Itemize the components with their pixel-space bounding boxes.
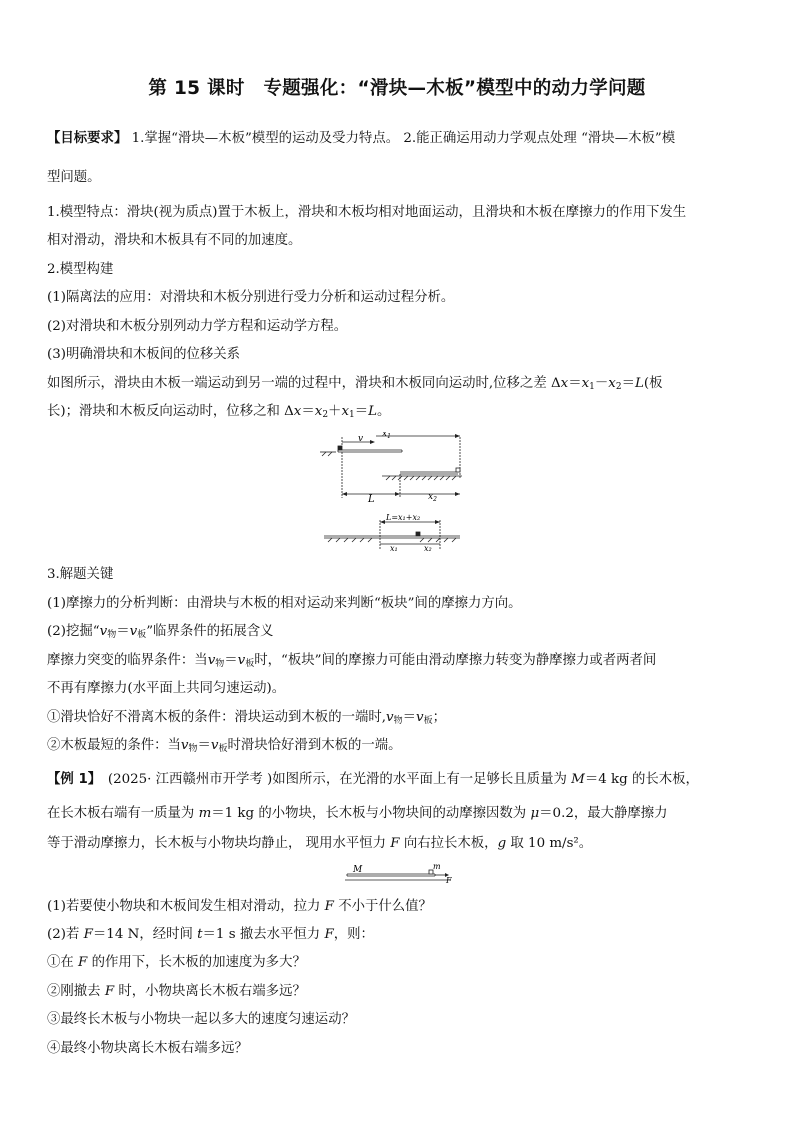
question-2-part-4: ④最终小物块离长木板右端多远？ — [47, 1041, 248, 1056]
s3-item-1: (1)摩擦力的分析判断：由滑块与木板的相对运动来判断“板块”间的摩擦力方向。 — [47, 596, 522, 611]
s3-cond-2: ②木板最短的条件：当$v_物=v_板$时滑块恰好滑到木板的一端。 — [47, 738, 402, 754]
s3-item-2: (2)挖掘“$v_物=v_板$”临界条件的拓展含义 — [47, 624, 274, 640]
page-title: 第 15 课时 专题强化：“滑块—木板”模型中的动力学问题 — [148, 78, 646, 99]
F-label: F — [446, 876, 452, 884]
example-tag: 【例 1】 — [47, 772, 95, 787]
board-bottom — [320, 452, 462, 498]
M-label: M — [353, 865, 363, 875]
eq-label: L=x₁+x₂ — [386, 513, 421, 522]
m-label: m — [433, 862, 441, 871]
s3-heading: 3.解题关键 — [47, 567, 114, 582]
L-label: L — [368, 494, 375, 505]
example-line-3: 等于滑动摩擦力，长木板与小物块均静止， 现用水平恒力 F 向右拉长木板，g 取 10 m/s²。 — [47, 836, 593, 851]
question-2-part-2: ②刚撤去 F 时，小物块离长木板右端多远？ — [47, 984, 306, 999]
s3-cond-1: ①滑块恰好不滑离木板的条件：滑块运动到木板的一端时$,v_物=v_板$； — [47, 710, 446, 726]
example-line-2: 在长木板右端有一质量为 m＝1 kg 的小物块，长木板与小物块间的动摩擦因数为 μ＝0.2，最大静摩擦力 — [47, 806, 668, 821]
goals-line-2: 型问题。 — [47, 170, 101, 185]
question-1: (1)若要使小物块和木板间发生相对滑动，拉力 F 不小于什么值？ — [47, 899, 432, 914]
goals-text-1: 1.掌握“滑块—木板”模型的运动及受力特点。 2.能正确运用动力学观点处理 “滑块—木板”模 — [127, 131, 676, 146]
s1-line-1: 1.模型特点：滑块(视为质点)置于木板上，滑块和木板均相对地面运动，且滑块和木板在摩擦力的作用下发生 — [47, 205, 687, 220]
x1-label: $x_1$ — [382, 432, 391, 440]
x2-label: $x_2$ — [428, 492, 437, 503]
s2-item-1: (1)隔离法的应用：对滑块和木板分别进行受力分析和运动过程分析。 — [47, 290, 455, 305]
v-label: v — [358, 434, 364, 444]
goals-line-1 — [47, 125, 752, 152]
x1b-label: x₁ — [390, 544, 398, 552]
s2-heading: 2.模型构建 — [47, 262, 114, 277]
question-2: (2)若 F＝14 N，经时间 t＝1 s 撤去水平恒力 F，则： — [47, 927, 374, 942]
board-top — [338, 434, 460, 478]
s2-text-1: 如图所示，滑块由木板一端运动到另一端的过程中，滑块和木板同向运动时,位移之差 $\Delta x=x_1-x_2=L$(板 — [47, 376, 663, 392]
s2-item-2: (2)对滑块和木板分别列动力学方程和运动学方程。 — [47, 319, 348, 334]
example-figure — [345, 862, 455, 884]
s3-crit-line-2: 不再有摩擦力(水平面上共同匀速运动)。 — [47, 681, 286, 696]
question-2-part-1: ①在 F 的作用下，长木板的加速度为多大？ — [47, 955, 306, 970]
s2-item-3: (3)明确滑块和木板间的位移关系 — [47, 347, 241, 362]
x2b-label: x₂ — [424, 544, 432, 552]
board-block-figure — [320, 432, 470, 552]
s3-crit-line-1: 摩擦力突变的临界条件：当$v_物=v_板$时，“板块”间的摩擦力可能由滑动摩擦力转变为静摩擦力或者两者间 — [47, 653, 657, 669]
s1-line-2: 相对滑动，滑块和木板具有不同的加速度。 — [47, 233, 302, 248]
example-line-1: 【例 1】 (2025· 江西赣州市开学考 )如图所示，在光滑的水平面上有一足够长且质量为 M＝4 kg 的长木板， — [47, 772, 699, 787]
s2-text-2: 长)；滑块和木板反向运动时，位移之和 $\Delta x=x_2+x_1=L$。 — [47, 404, 391, 420]
goals-tag: 【目标要求】 — [47, 131, 128, 146]
question-2-part-3: ③最终长木板与小物块一起以多大的速度匀速运动？ — [47, 1012, 355, 1027]
